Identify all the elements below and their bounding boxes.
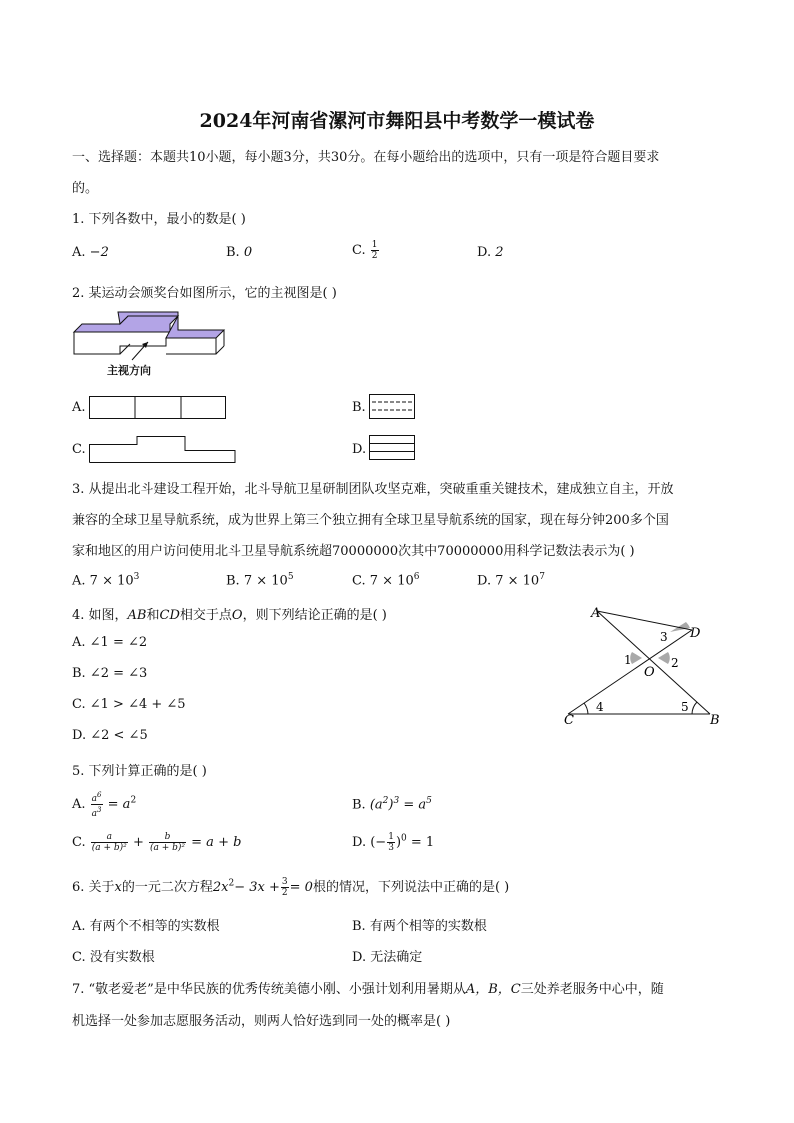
fraction <box>91 832 128 853</box>
angle-2-shade <box>658 652 670 664</box>
question-3-line-3: 家和地区的用户访问使用北斗卫星导航系统超70000000次其中70000000用科学记数法表示为( ) <box>72 544 635 559</box>
exponent: 0 <box>401 833 407 844</box>
option-lhs: (a <box>369 797 383 813</box>
fraction <box>281 877 289 898</box>
option-value: 7 × 10 <box>495 573 540 589</box>
option-label: A. <box>72 245 86 260</box>
option-label: A. <box>72 573 86 589</box>
q6-option-d: D. 无法确定 <box>352 950 423 965</box>
q2-option-d-figure <box>369 435 419 463</box>
question-1-stem: 1. 下列各数中，最小的数是( ) <box>72 212 246 227</box>
question-6-stem <box>72 876 509 898</box>
option-label: D. <box>477 245 492 260</box>
point-d-label: D <box>690 626 701 641</box>
numerator <box>91 790 103 805</box>
view-direction-label: 主视方向 <box>107 364 151 377</box>
option-rhs: = a <box>107 797 131 812</box>
fraction <box>149 832 186 853</box>
paren: ) <box>395 835 402 850</box>
stem-text: 的一元二次方程 <box>121 880 213 895</box>
page-title: 2024年河南省漯河市舞阳县中考数学一模试卷 <box>199 110 595 132</box>
paren: ) <box>388 797 394 813</box>
option-label: A. <box>72 797 86 812</box>
exponent: 2 <box>382 796 389 806</box>
q4-option-a: A. ∠1 = ∠2 <box>72 635 148 650</box>
q3-option-a <box>72 572 139 588</box>
point-c-label: C <box>564 713 574 728</box>
q5-option-a <box>72 790 136 819</box>
equation-part: − 3x + <box>234 880 280 895</box>
denominator: (a + b)² <box>91 843 127 853</box>
segment-ab: AB <box>127 608 147 623</box>
stem-text: 根的情况，下列说法中正确的是( ) <box>312 880 510 895</box>
option-label: C. <box>352 573 366 589</box>
angle-3-label: 3 <box>660 630 668 644</box>
q1-option-a <box>72 245 109 260</box>
exponent: 2 <box>130 795 137 806</box>
denominator: 3 <box>388 843 394 853</box>
q1-option-c <box>352 240 380 261</box>
q6-option-a: A. 有两个不相等的实数根 <box>72 919 220 934</box>
variables: A，B，C <box>465 982 521 997</box>
q1-option-b <box>226 245 252 260</box>
angle-5-label: 5 <box>681 700 689 714</box>
option-value: 7 × 10 <box>369 573 414 589</box>
denominator: 2 <box>371 251 378 261</box>
point-a-label: A <box>591 606 601 621</box>
line-cd <box>568 630 692 714</box>
q1-option-d <box>477 245 504 260</box>
exponent: 3 <box>97 806 102 814</box>
exponent: 7 <box>539 572 545 582</box>
exponent: 3 <box>393 796 400 806</box>
q4-option-b: B. ∠2 = ∠3 <box>72 666 148 681</box>
section-heading-cont: 的。 <box>72 181 99 196</box>
q3-option-b <box>226 572 294 588</box>
denominator: 2 <box>281 888 288 898</box>
exponent: 2 <box>228 878 235 889</box>
equation-part: = 0 <box>289 880 313 895</box>
q2-option-b-label: B. <box>352 400 366 415</box>
numerator: 3 <box>281 877 288 887</box>
stem-text: 4. 如图， <box>72 608 128 623</box>
exponent: 3 <box>133 572 140 582</box>
q2-option-d-label: D. <box>352 442 367 457</box>
variable-x: x <box>114 880 122 895</box>
exponent: 5 <box>426 796 432 806</box>
option-label: C. <box>72 835 86 850</box>
stem-text: ，则下列结论正确的是( ) <box>242 608 387 623</box>
option-value: 7 × 10 <box>243 573 288 589</box>
option-value: 7 × 10 <box>89 573 134 589</box>
exponent: 5 <box>287 572 294 582</box>
angle-3-shade <box>670 622 690 632</box>
section-heading: 一、选择题：本题共10小题，每小题3分，共30分。在每小题给出的选项中，只有一项是符合题目要求 <box>72 150 660 165</box>
segment-cd: CD <box>159 608 180 623</box>
point-o-label: O <box>644 665 655 680</box>
q4-option-c: C. ∠1 > ∠4 + ∠5 <box>72 697 186 712</box>
q4-geometry-figure <box>560 600 730 730</box>
base: a <box>91 794 98 804</box>
paren: (− <box>370 835 387 850</box>
fraction <box>387 832 395 853</box>
option-value: 2 <box>495 245 504 260</box>
q3-option-d <box>477 572 545 588</box>
stem-text: 和 <box>146 608 160 623</box>
angle-1-label: 1 <box>624 653 632 667</box>
stem-text: 三处养老服务中心中，随 <box>520 982 664 997</box>
q2-option-a-label: A. <box>72 400 86 415</box>
option-label: D. <box>352 835 367 850</box>
option-label: B. <box>226 245 240 260</box>
exponent: 6 <box>413 572 420 582</box>
segment-ad <box>597 611 692 630</box>
question-3-line-2: 兼容的全球卫星导航系统，成为世界上第三个独立拥有全球卫星导航系统的国家，现在每分钟200多个国 <box>72 513 669 528</box>
stem-text: 6. 关于 <box>72 880 115 895</box>
q2-option-c-label: C. <box>72 442 86 457</box>
question-4-stem <box>72 604 387 623</box>
option-value: −2 <box>89 245 109 260</box>
option-label: B. <box>226 573 240 589</box>
option-value: 0 <box>243 245 253 260</box>
numerator: a <box>91 832 128 843</box>
option-rhs: = a + b <box>191 835 242 850</box>
option-label: B. <box>352 797 366 813</box>
question-7-line-1 <box>72 978 664 997</box>
angle-2-label: 2 <box>671 656 679 670</box>
option-rhs: = 1 <box>410 835 435 850</box>
option-label: D. <box>477 573 492 589</box>
q5-option-b <box>352 796 432 812</box>
q2-option-c-figure <box>89 432 239 464</box>
question-2-stem: 2. 某运动会颁奖台如图所示，它的主视图是( ) <box>72 286 337 301</box>
q5-option-c <box>72 832 241 853</box>
option-label: C. <box>352 243 366 258</box>
question-5-stem: 5. 下列计算正确的是( ) <box>72 764 207 779</box>
stem-text: 相交于点 <box>179 608 232 623</box>
exponent: 6 <box>97 791 102 799</box>
q4-option-d: D. ∠2 < ∠5 <box>72 728 148 743</box>
q2-option-a-figure <box>89 396 229 422</box>
numerator: 1 <box>371 240 378 250</box>
numerator: b <box>149 832 186 843</box>
point-o: O <box>231 608 243 623</box>
fraction <box>371 240 379 261</box>
base: a <box>91 809 98 819</box>
fraction <box>91 790 103 819</box>
question-3-line-1: 3. 从提出北斗建设工程开始，北斗导航卫星研制团队攻坚克难，突破重重关键技术，建成独立自主，开放 <box>72 482 674 497</box>
q6-option-c: C. 没有实数根 <box>72 950 155 965</box>
point-b-label: B <box>710 713 720 728</box>
angle-4-label: 4 <box>596 700 604 714</box>
q5-option-d <box>352 832 434 853</box>
q2-option-b-figure <box>369 394 419 422</box>
option-rhs: = a <box>403 797 427 813</box>
plus-sign: + <box>132 835 144 850</box>
denominator <box>91 805 103 819</box>
denominator: (a + b)² <box>149 843 186 853</box>
q6-option-b: B. 有两个相等的实数根 <box>352 919 487 934</box>
stem-text: 7. “敬老爱老”是中华民族的优秀传统美德小刚、小强计划利用暑期从 <box>72 982 466 997</box>
angle-1-shade <box>630 652 642 664</box>
equation-part: 2x <box>212 880 229 895</box>
question-7-line-2: 机选择一处参加志愿服务活动，则两人恰好选到同一处的概率是( ) <box>72 1014 451 1029</box>
q3-option-c <box>352 572 419 588</box>
numerator: 1 <box>388 832 394 842</box>
